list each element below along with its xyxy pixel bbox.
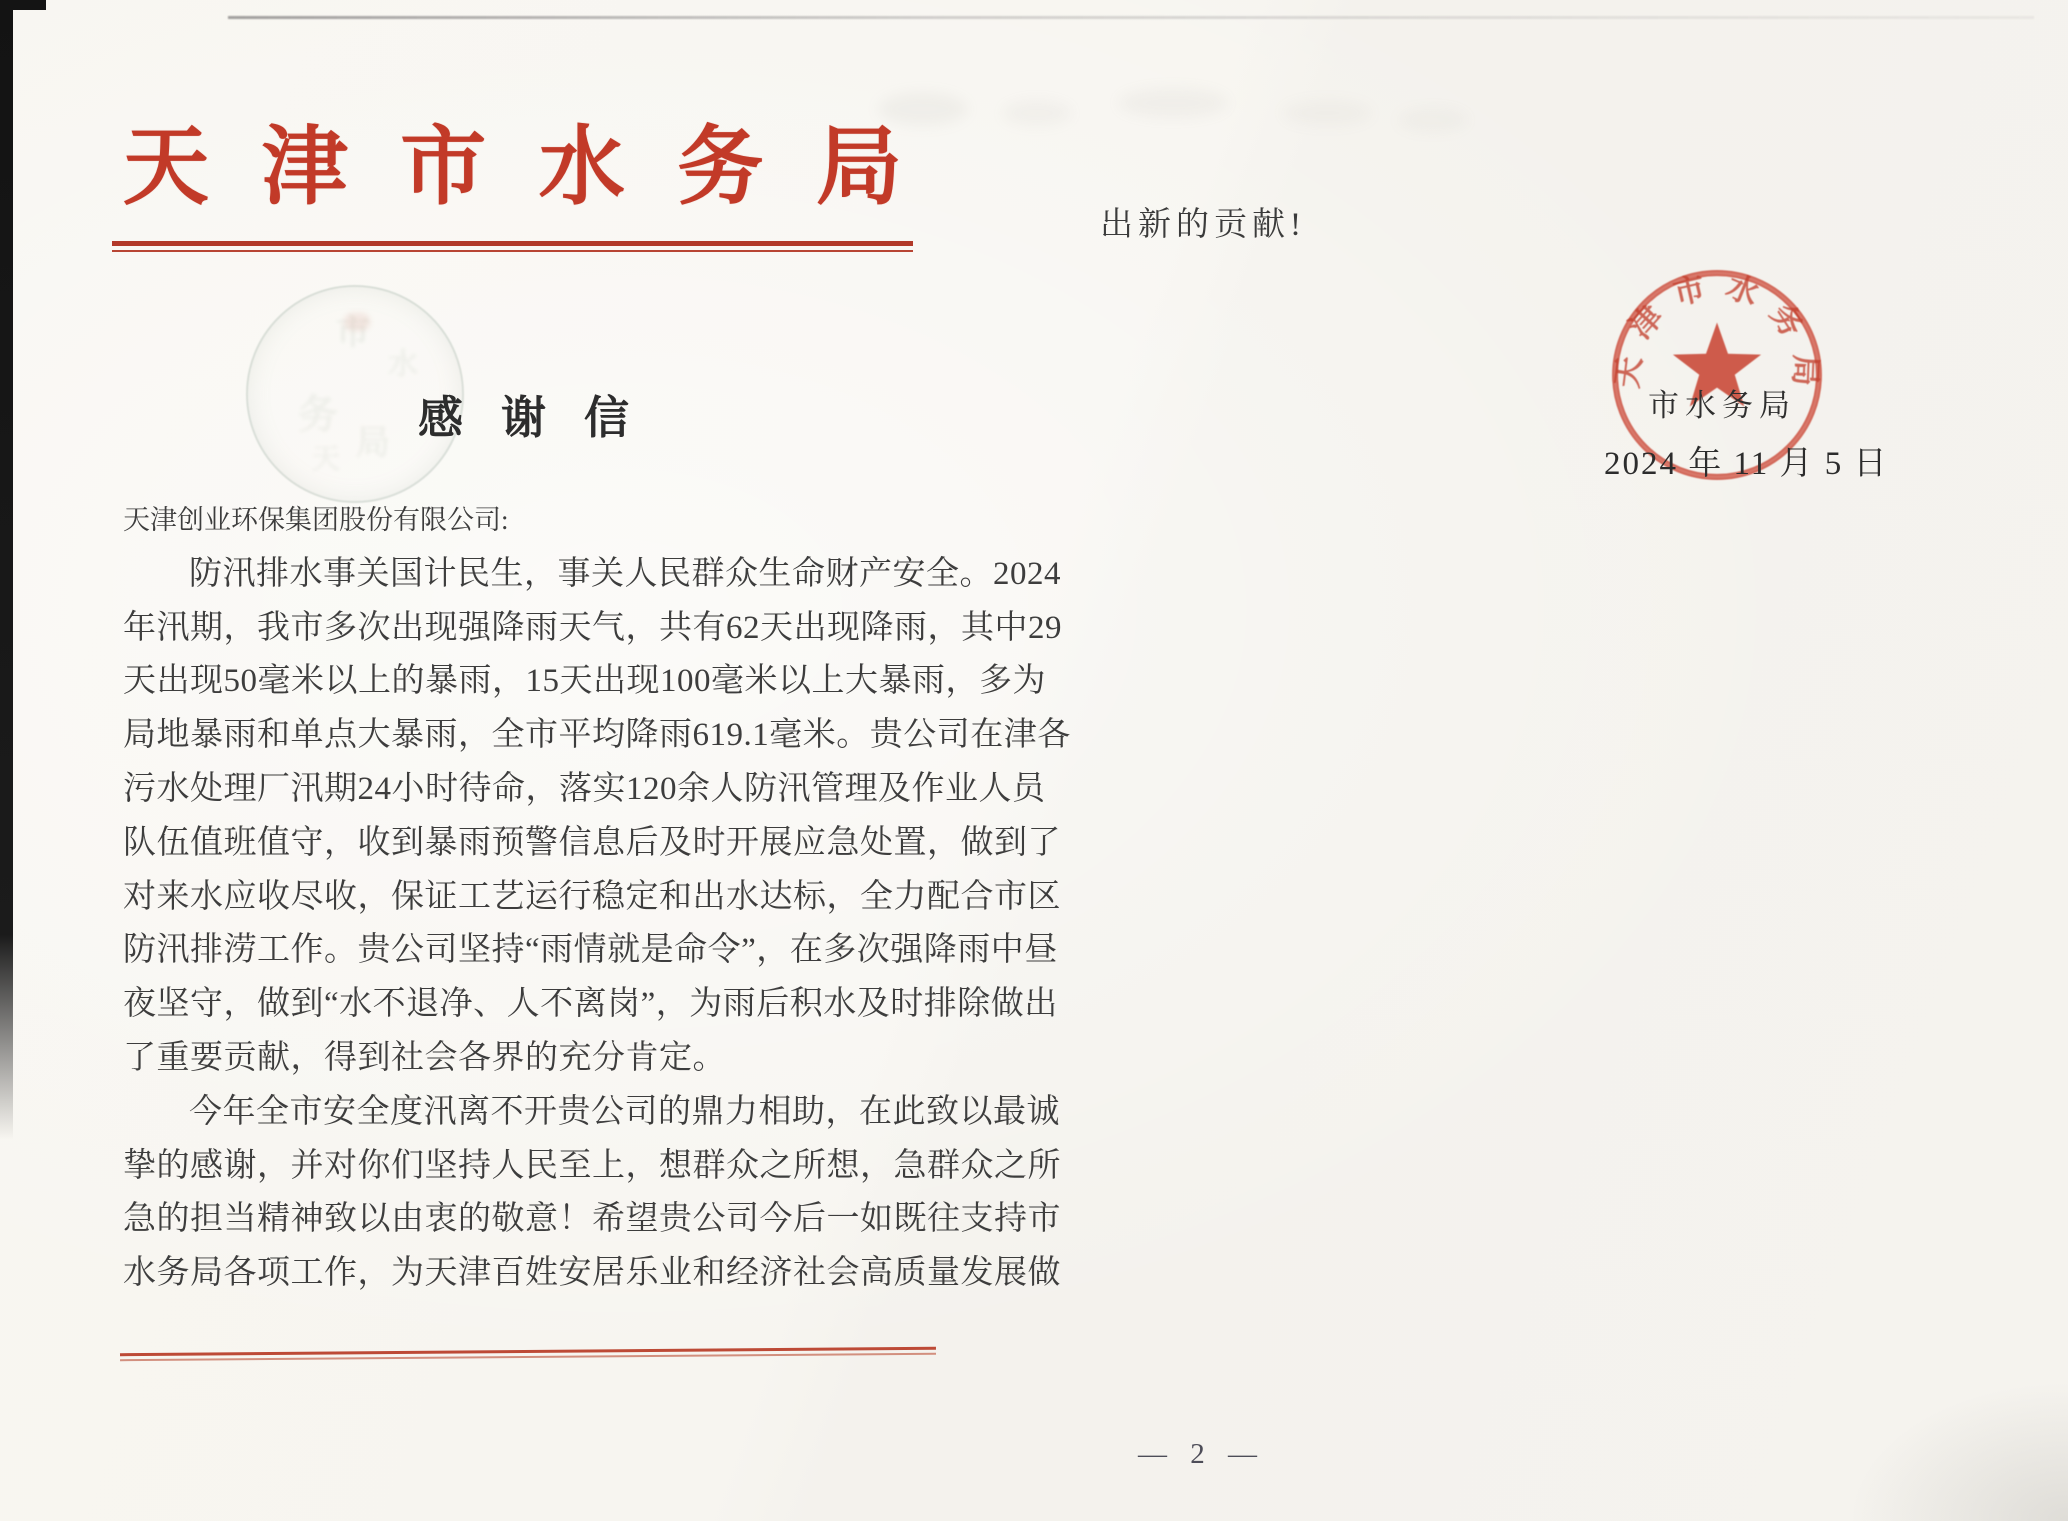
faint-stamp-mark: 天: [312, 444, 341, 475]
letterhead-title: [123, 118, 902, 216]
body-line: 队伍值班值守，收到暴雨预警信息后及时开展应急处置，做到了: [123, 824, 1061, 861]
body-line: 污水处理厂汛期24小时待命，落实120余人防汛管理及作业人员: [123, 770, 1046, 807]
scan-top-line: [228, 16, 2034, 19]
body-line: 天出现50毫米以上的暴雨，15天出现100毫米以上大暴雨，多为: [123, 663, 1046, 700]
carryover-line: 出新的贡献!: [1100, 207, 1306, 243]
seal-ring-text: 天津市水务局: [1609, 266, 1824, 403]
body-line: 防汛排涝工作。贵公司坚持“雨情就是命令”，在多次强降雨中昼: [123, 932, 1058, 969]
letterhead-char: 天: [123, 119, 209, 215]
scan-edge-top: [0, 0, 46, 10]
body-line: 对来水应收尽收，保证工艺运行稳定和出水达标，全力配合市区: [123, 878, 1061, 915]
letter-title: 感谢信: [418, 393, 668, 443]
letterhead-char: 市: [400, 119, 487, 215]
body-line: 年汛期，我市多次出现强降雨天气，共有62天出现降雨，其中29: [123, 609, 1062, 646]
body-line: 挚的感谢，并对你们坚持人民至上，想群众之所想，急群众之所: [123, 1147, 1061, 1184]
bleedthrough-smudge: [1002, 100, 1072, 126]
page-number: — 2 —: [1138, 1438, 1265, 1470]
bleedthrough-smudge: [1282, 100, 1372, 126]
letterhead-char: 局: [815, 119, 902, 215]
letterhead-char: 水: [538, 119, 625, 215]
body-line: 局地暴雨和单点大暴雨，全市平均降雨619.1毫米。贵公司在津各: [123, 717, 1071, 754]
signature-org: 市水务局: [1648, 388, 1796, 423]
faint-stamp-mark: 市: [336, 315, 370, 352]
letter-body: [123, 494, 1071, 1301]
bleedthrough-smudge: [1118, 88, 1228, 118]
signature-date: 2024 年 11 月 5 日: [1604, 446, 1889, 482]
body-line: 急的担当精神致以由衷的敬意！希望贵公司今后一如既往支持市: [123, 1201, 1061, 1238]
scan-edge-left: [0, 0, 13, 1140]
scan-corner-shade: [1848, 1381, 2068, 1521]
body-line: 今年全市安全度汛离不开贵公司的鼎力相助，在此致以最诚: [189, 1093, 1060, 1130]
body-line: 夜坚守，做到“水不退净、人不离岗”，为雨后积水及时排除做出: [123, 986, 1058, 1023]
letterhead-char: 务: [677, 119, 764, 215]
faint-stamp-red-trace: [344, 313, 370, 331]
letterhead-rule: [112, 241, 913, 252]
body-line: 了重要贡献，得到社会各界的充分肯定。: [123, 1039, 726, 1076]
faint-stamp-mark: 务: [298, 392, 338, 437]
body-line: 防汛排水事关国计民生，事关人民群众生命财产安全。2024: [189, 555, 1061, 592]
letterhead-char: 津: [261, 119, 348, 215]
bleedthrough-smudge: [1398, 108, 1468, 132]
footer-rule: [120, 1347, 936, 1361]
body-line: 水务局各项工作，为天津百姓安居乐业和经济社会高质量发展做: [123, 1255, 1061, 1292]
salutation-line: 天津创业环保集团股份有限公司:: [123, 505, 509, 535]
faint-stamp-mark: 水: [388, 348, 418, 381]
faint-stamp-mark: 局: [356, 425, 390, 462]
